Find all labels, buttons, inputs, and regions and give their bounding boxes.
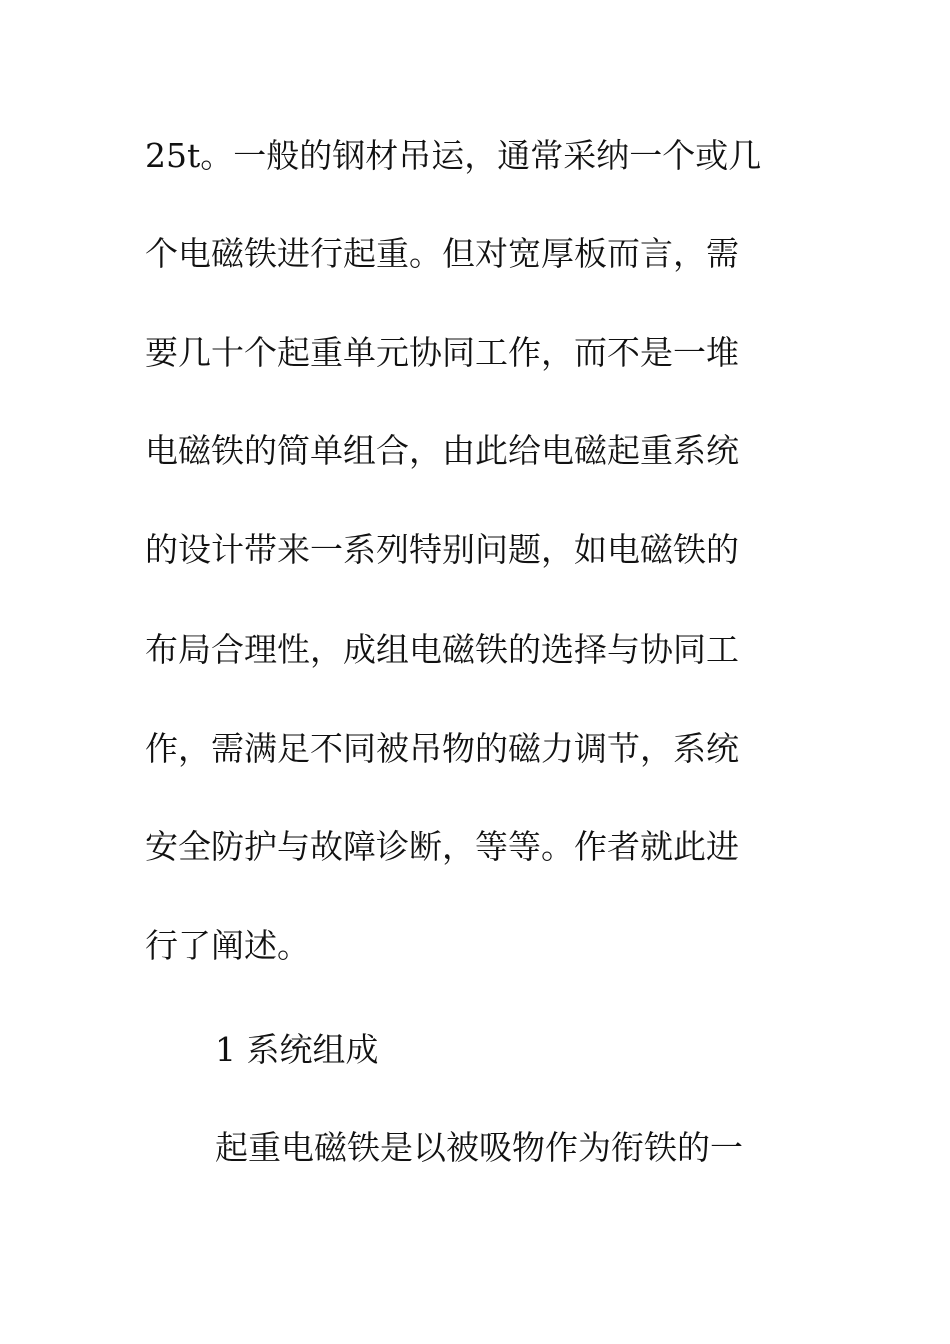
body-text-line: 的设计带来一系列特别问题，如电磁铁的 <box>145 530 739 569</box>
body-text-line: 作，需满足不同被吊物的磁力调节，系统 <box>145 729 739 768</box>
body-text-line: 25t。一般的钢材吊运，通常采纳一个或几 <box>145 136 762 175</box>
paragraph-first-line: 起重电磁铁是以被吸物作为衔铁的一 <box>215 1128 743 1167</box>
body-text-line: 要几十个起重单元协同工作，而不是一堆 <box>145 333 739 372</box>
body-text-line: 电磁铁的简单组合，由此给电磁起重系统 <box>145 431 739 470</box>
body-text-line: 行了阐述。 <box>145 926 310 965</box>
body-text-line: 个电磁铁进行起重。但对宽厚板而言，需 <box>145 234 739 273</box>
body-text-line: 安全防护与故障诊断，等等。作者就此进 <box>145 827 739 866</box>
body-text-line: 布局合理性，成组电磁铁的选择与协同工 <box>145 630 739 669</box>
section-heading: 1 系统组成 <box>215 1030 379 1069</box>
